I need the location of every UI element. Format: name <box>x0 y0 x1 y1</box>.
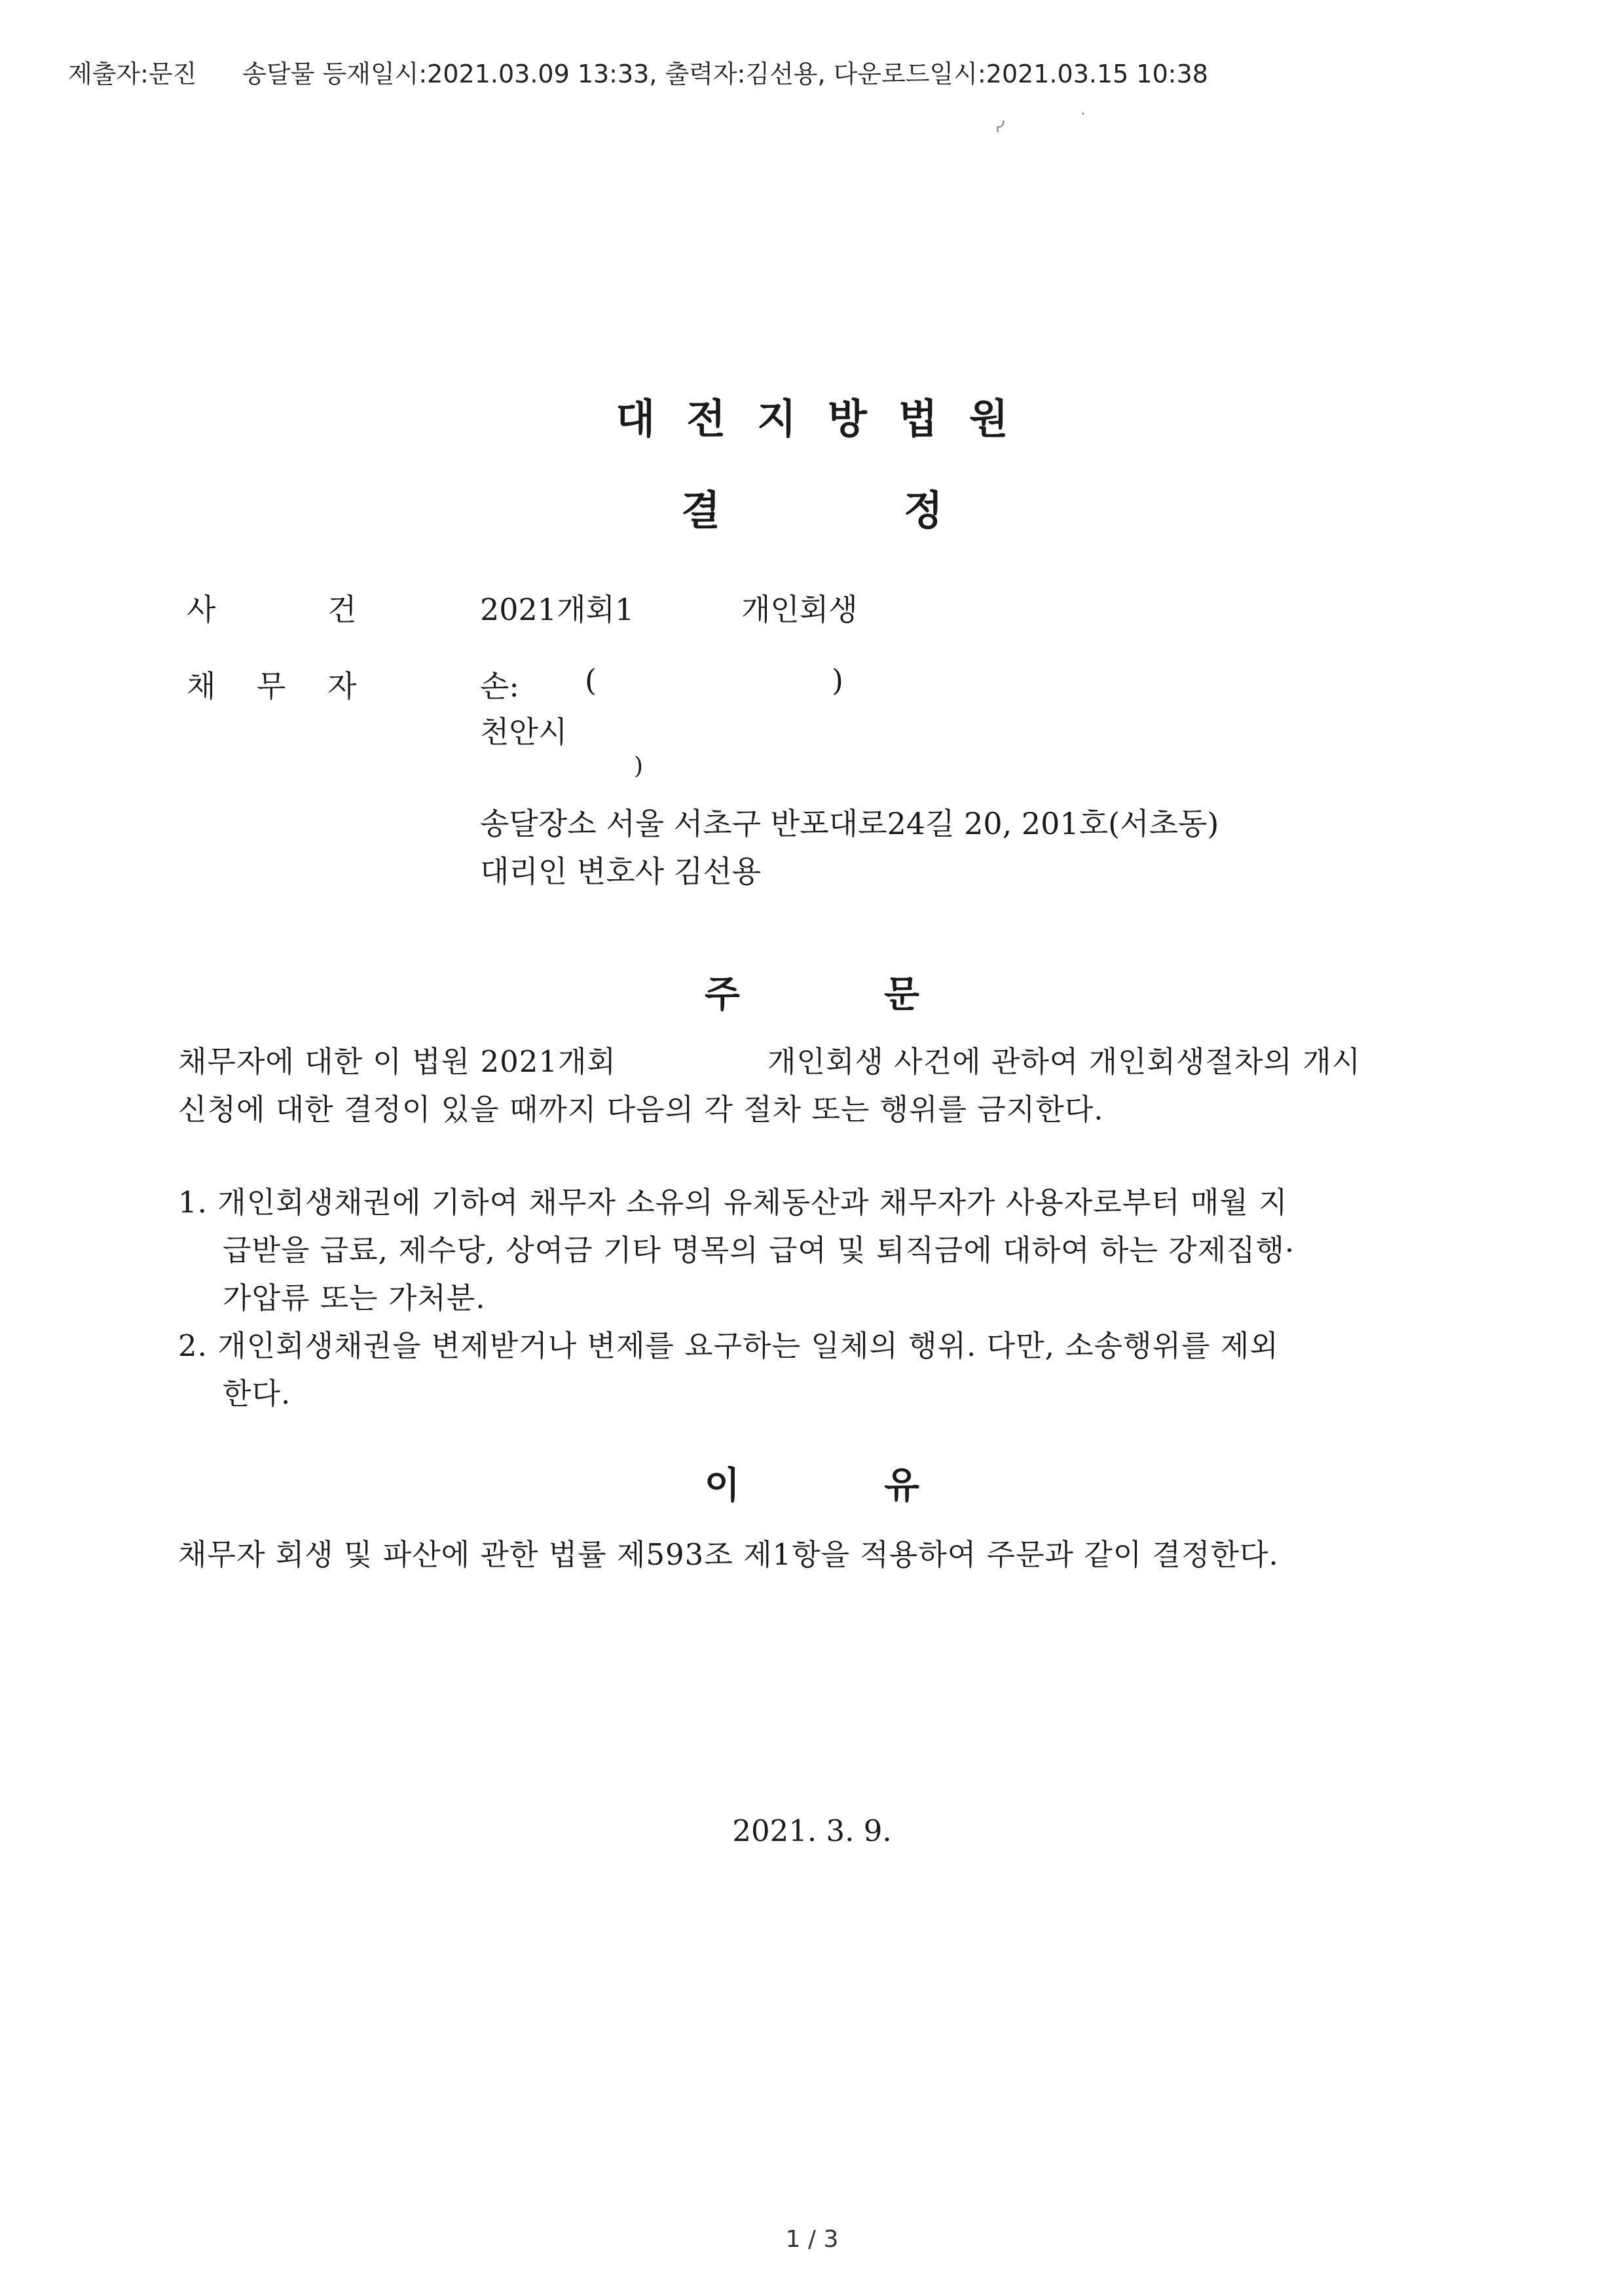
decision-date: 2021. 3. 9. <box>732 1813 892 1848</box>
order-intro-line1b: 개인회생 사건에 관하여 개인회생절차의 개시 <box>767 1044 1361 1079</box>
order-item-2-line2: 한다. <box>223 1376 291 1411</box>
page-number: 1 / 3 <box>785 2226 839 2253</box>
case-label-char-2: 건 <box>327 592 357 627</box>
debtor-id-paren-close: ) <box>832 663 843 698</box>
order-item-2-line1: 2. 개인회생채권을 변제받거나 변제를 요구하는 일체의 행위. 다만, 소송행위를 제외 <box>178 1328 1279 1363</box>
order-intro-line2: 신청에 대한 결정이 있을 때까지 다음의 각 절차 또는 행위를 금지한다. <box>178 1092 1104 1127</box>
submitter-text: 제출자:문진 <box>68 60 197 88</box>
reason-text: 채무자 회생 및 파산에 관한 법률 제593조 제1항을 적용하여 주문과 같이 결정한다. <box>178 1537 1279 1572</box>
debtor-name: 손: <box>480 668 519 704</box>
debtor-address: 천안시 <box>480 714 568 750</box>
case-label-char-1: 사 <box>187 592 216 627</box>
case-number: 2021개회1 <box>480 592 635 627</box>
debtor-label-char-1: 채 <box>187 668 216 704</box>
order-intro-line1: 채무자에 대한 이 법원 2021개회 <box>178 1044 616 1079</box>
reason-heading: 이유 <box>704 1465 1064 1507</box>
delivery-info-text: 송달물 등재일시:2021.03.09 13:33, 출력자:김선용, 다운로드일시:2021.03.15 10:38 <box>242 60 1208 88</box>
debtor-label-char-3: 자 <box>327 668 357 704</box>
delivery-place: 송달장소 서울 서초구 반포대로24길 20, 201호(서초동) <box>480 806 1219 841</box>
order-item-1-line1: 1. 개인회생채권에 기하여 채무자 소유의 유체동산과 채무자가 사용자로부터 매월 지 <box>178 1185 1288 1220</box>
transmission-header <box>68 54 1208 90</box>
debtor-address-mark: ) <box>634 753 644 780</box>
order-item-1-line3: 가압류 또는 가처분. <box>223 1281 486 1315</box>
case-type: 개인회생 <box>741 592 858 627</box>
scan-artifact-mark: ᓯ <box>995 118 1005 136</box>
debtor-label-char-2: 무 <box>257 668 286 704</box>
debtor-id-paren-open: ( <box>585 663 597 698</box>
court-name: 대전지방법원 <box>616 395 1040 443</box>
legal-agent: 대리인 변호사 김선용 <box>480 854 762 889</box>
scan-artifact-dot: · <box>1080 105 1086 123</box>
document-title: 결정 <box>681 486 1126 534</box>
order-heading: 주문 <box>704 974 1064 1016</box>
order-item-1-line2: 급받을 급료, 제수당, 상여금 기타 명목의 급여 및 퇴직금에 대하여 하는 강제집행· <box>223 1233 1295 1267</box>
